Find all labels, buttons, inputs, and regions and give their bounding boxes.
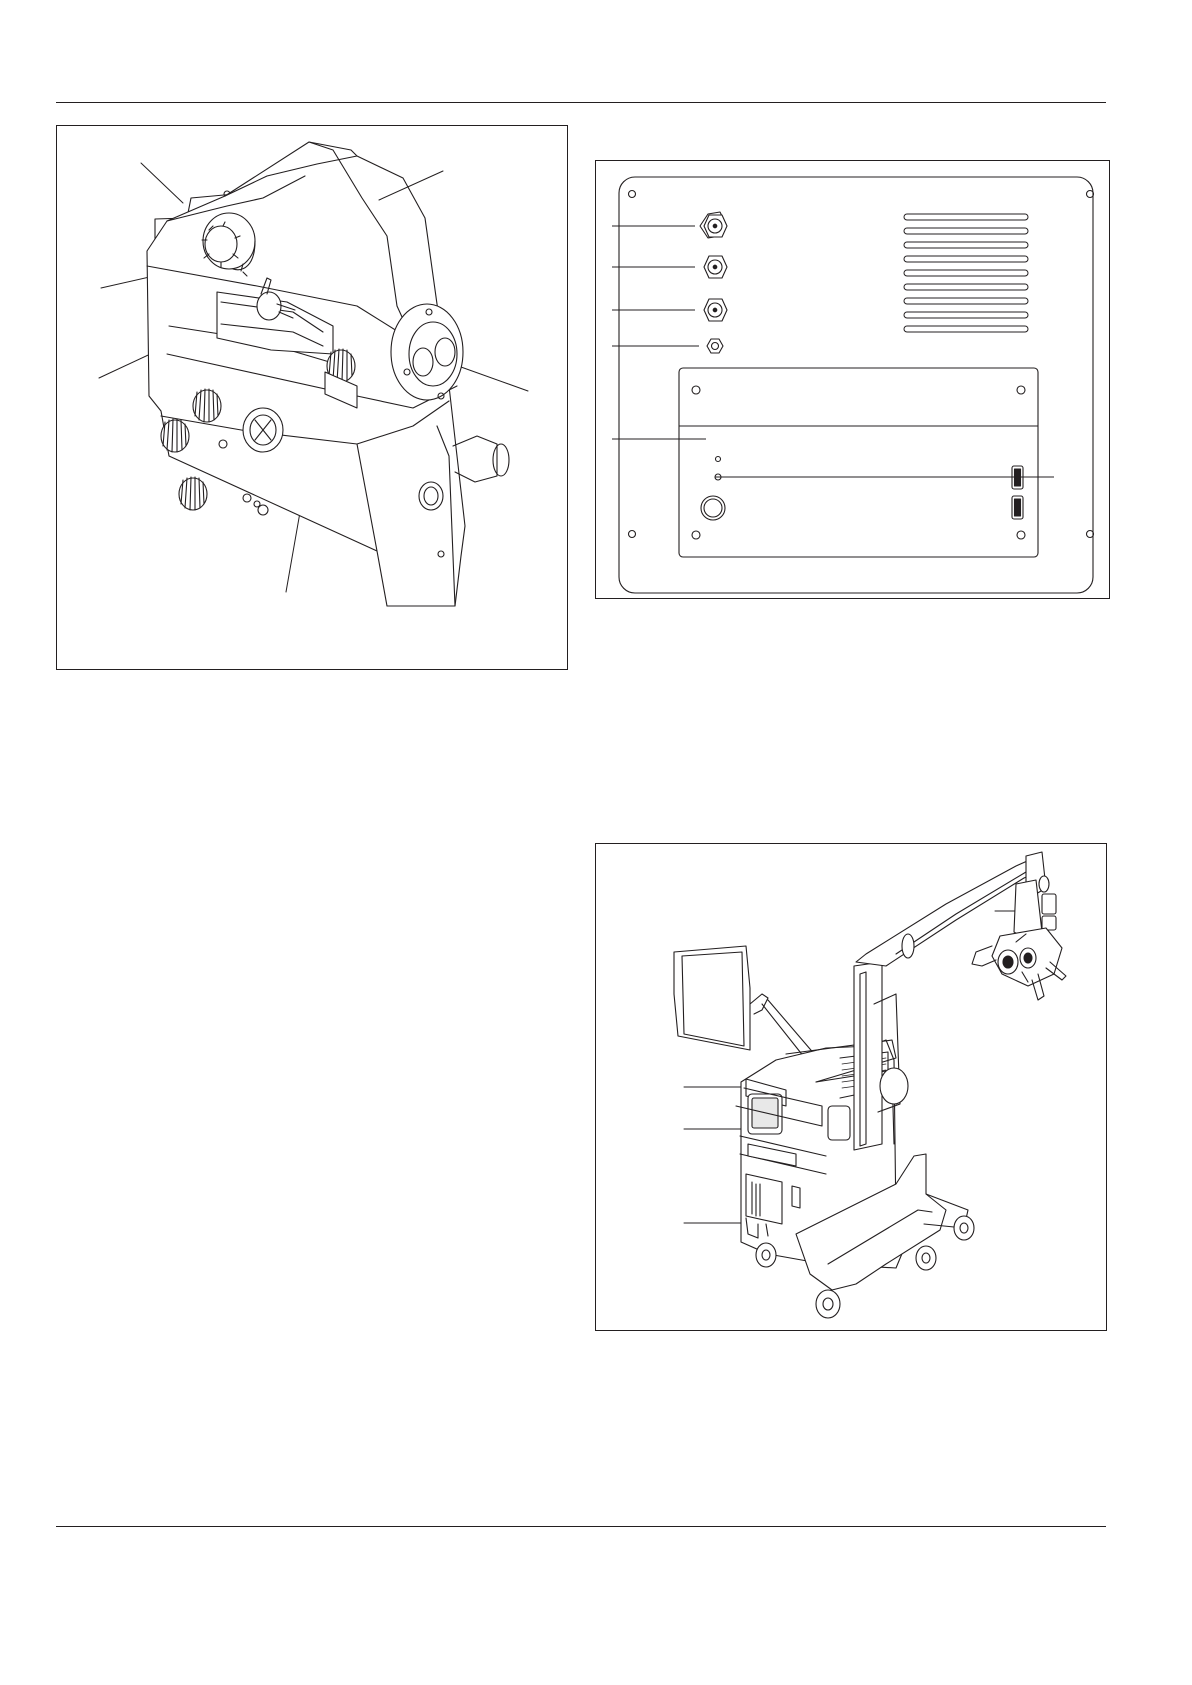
connector-2 — [704, 256, 727, 278]
inner-module — [679, 368, 1038, 557]
connector-1 — [700, 212, 727, 238]
header-rule — [56, 102, 1106, 103]
figure-connector-panel — [595, 160, 1110, 599]
coaxial-connectors — [700, 212, 727, 353]
ventilation-slots — [904, 214, 1028, 332]
monitor — [674, 946, 816, 1062]
panel-screws — [629, 191, 1094, 538]
optical-port — [391, 304, 463, 400]
connector-3 — [704, 299, 727, 321]
round-socket — [243, 408, 283, 452]
stand-arm — [828, 858, 1042, 1150]
figure-system-overview — [595, 843, 1107, 1331]
footer-rule — [56, 1526, 1106, 1527]
callout-lines — [612, 226, 1054, 477]
figure-microscope-head — [56, 125, 568, 670]
connector-4 — [707, 339, 723, 353]
